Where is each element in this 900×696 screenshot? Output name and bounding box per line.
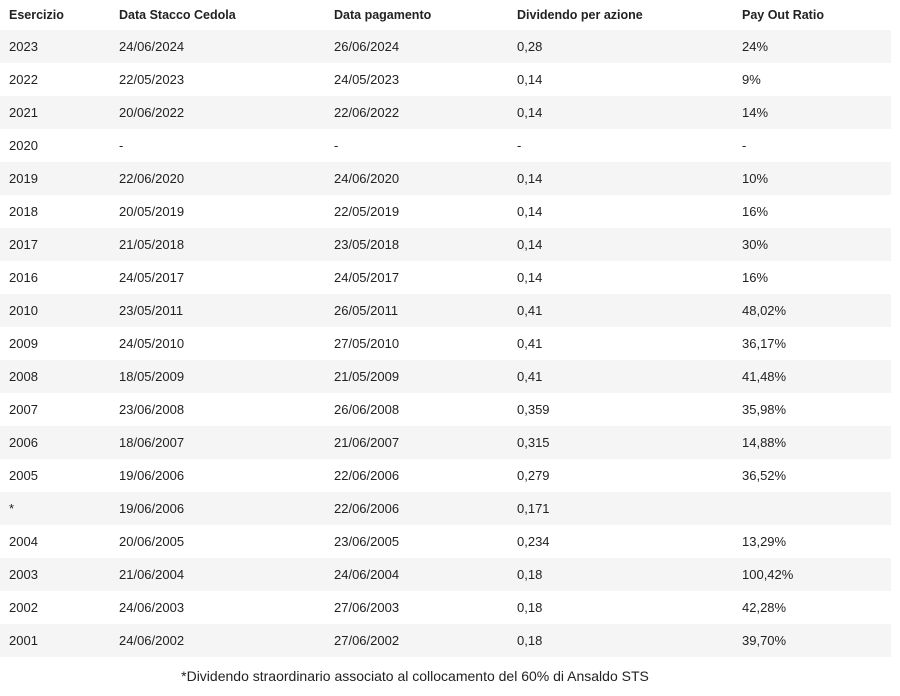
cell-data-pagamento: 21/05/2009: [325, 360, 508, 393]
cell-dividendo: -: [508, 129, 733, 162]
cell-esercizio: 2019: [0, 162, 110, 195]
table-row: [0, 393, 891, 426]
cell-data-stacco: 20/05/2019: [110, 195, 325, 228]
cell-data-stacco: 22/05/2023: [110, 63, 325, 96]
cell-dividendo: 0,41: [508, 327, 733, 360]
cell-dividendo: 0,18: [508, 624, 733, 657]
cell-data-stacco: 22/06/2020: [110, 162, 325, 195]
cell-esercizio: 2008: [0, 360, 110, 393]
cell-esercizio: 2007: [0, 393, 110, 426]
cell-esercizio: 2005: [0, 459, 110, 492]
cell-data-pagamento: -: [325, 129, 508, 162]
header-data-stacco-cedola: Data Stacco Cedola: [119, 8, 236, 22]
cell-esercizio: 2010: [0, 294, 110, 327]
cell-dividendo: 0,41: [508, 294, 733, 327]
cell-dividendo: 0,315: [508, 426, 733, 459]
cell-dividendo: 0,14: [508, 96, 733, 129]
table-row: [0, 558, 891, 591]
cell-data-stacco: 23/06/2008: [110, 393, 325, 426]
cell-dividendo: 0,28: [508, 30, 733, 63]
cell-dividendo: 0,14: [508, 195, 733, 228]
cell-data-stacco: 20/06/2022: [110, 96, 325, 129]
cell-esercizio: 2009: [0, 327, 110, 360]
cell-dividendo: 0,279: [508, 459, 733, 492]
cell-pay-out-ratio: 9%: [733, 63, 891, 96]
cell-data-pagamento: 24/06/2004: [325, 558, 508, 591]
header-pay-out-ratio: Pay Out Ratio: [742, 8, 824, 22]
cell-dividendo: 0,359: [508, 393, 733, 426]
cell-dividendo: 0,14: [508, 228, 733, 261]
cell-pay-out-ratio: 16%: [733, 261, 891, 294]
cell-esercizio: 2017: [0, 228, 110, 261]
table-row: [0, 624, 891, 657]
cell-data-stacco: 23/05/2011: [110, 294, 325, 327]
cell-data-stacco: 18/06/2007: [110, 426, 325, 459]
cell-data-stacco: 24/05/2017: [110, 261, 325, 294]
cell-pay-out-ratio: 36,17%: [733, 327, 891, 360]
cell-esercizio: 2016: [0, 261, 110, 294]
cell-data-pagamento: 27/06/2002: [325, 624, 508, 657]
table-row: [0, 30, 891, 63]
table-row: [0, 261, 891, 294]
table-row: [0, 96, 891, 129]
cell-data-pagamento: 26/06/2008: [325, 393, 508, 426]
cell-pay-out-ratio: -: [733, 129, 891, 162]
table-row: [0, 294, 891, 327]
cell-esercizio: *: [0, 492, 110, 525]
cell-esercizio: 2022: [0, 63, 110, 96]
cell-pay-out-ratio: 30%: [733, 228, 891, 261]
table-row: [0, 228, 891, 261]
cell-data-stacco: 24/06/2003: [110, 591, 325, 624]
table-header: [0, 0, 891, 30]
cell-data-pagamento: 24/06/2020: [325, 162, 508, 195]
cell-pay-out-ratio: 41,48%: [733, 360, 891, 393]
cell-esercizio: 2003: [0, 558, 110, 591]
cell-esercizio: 2023: [0, 30, 110, 63]
cell-pay-out-ratio: 48,02%: [733, 294, 891, 327]
cell-data-pagamento: 26/05/2011: [325, 294, 508, 327]
cell-data-stacco: 24/05/2010: [110, 327, 325, 360]
table-row: [0, 360, 891, 393]
cell-esercizio: 2006: [0, 426, 110, 459]
cell-data-pagamento: 23/05/2018: [325, 228, 508, 261]
header-dividendo-per-azione: Dividendo per azione: [517, 8, 643, 22]
cell-dividendo: 0,14: [508, 261, 733, 294]
table-body: [0, 30, 891, 657]
table-row: [0, 459, 891, 492]
cell-esercizio: 2021: [0, 96, 110, 129]
cell-data-stacco: 21/05/2018: [110, 228, 325, 261]
table-row: [0, 525, 891, 558]
cell-data-stacco: -: [110, 129, 325, 162]
cell-esercizio: 2002: [0, 591, 110, 624]
cell-data-pagamento: 21/06/2007: [325, 426, 508, 459]
cell-pay-out-ratio: 36,52%: [733, 459, 891, 492]
cell-pay-out-ratio: 100,42%: [733, 558, 891, 591]
table-row: [0, 591, 891, 624]
cell-data-pagamento: 24/05/2017: [325, 261, 508, 294]
cell-data-pagamento: 27/06/2003: [325, 591, 508, 624]
cell-data-stacco: 24/06/2002: [110, 624, 325, 657]
cell-data-stacco: 21/06/2004: [110, 558, 325, 591]
cell-pay-out-ratio: 10%: [733, 162, 891, 195]
header-data-pagamento: Data pagamento: [334, 8, 432, 22]
cell-esercizio: 2001: [0, 624, 110, 657]
cell-esercizio: 2004: [0, 525, 110, 558]
cell-pay-out-ratio: 16%: [733, 195, 891, 228]
cell-pay-out-ratio: 42,28%: [733, 591, 891, 624]
cell-data-pagamento: 23/06/2005: [325, 525, 508, 558]
cell-pay-out-ratio: 39,70%: [733, 624, 891, 657]
cell-data-stacco: 20/06/2005: [110, 525, 325, 558]
cell-esercizio: 2020: [0, 129, 110, 162]
table-row: [0, 162, 891, 195]
cell-pay-out-ratio: 14,88%: [733, 426, 891, 459]
cell-data-pagamento: 26/06/2024: [325, 30, 508, 63]
header-esercizio: Esercizio: [9, 8, 64, 22]
table-row: [0, 426, 891, 459]
cell-dividendo: 0,14: [508, 63, 733, 96]
cell-pay-out-ratio: 24%: [733, 30, 891, 63]
cell-dividendo: 0,18: [508, 558, 733, 591]
cell-data-stacco: 19/06/2006: [110, 459, 325, 492]
cell-dividendo: 0,234: [508, 525, 733, 558]
cell-data-pagamento: 27/05/2010: [325, 327, 508, 360]
table-row: [0, 327, 891, 360]
cell-pay-out-ratio: 13,29%: [733, 525, 891, 558]
cell-dividendo: 0,41: [508, 360, 733, 393]
table-row: [0, 195, 891, 228]
cell-data-pagamento: 22/05/2019: [325, 195, 508, 228]
header-row: [0, 0, 891, 30]
cell-dividendo: 0,171: [508, 492, 733, 525]
cell-dividendo: 0,18: [508, 591, 733, 624]
table-row: [0, 63, 891, 96]
cell-pay-out-ratio: 14%: [733, 96, 891, 129]
cell-data-pagamento: 24/05/2023: [325, 63, 508, 96]
table-row: [0, 129, 891, 162]
cell-data-pagamento: 22/06/2006: [325, 492, 508, 525]
cell-pay-out-ratio: 35,98%: [733, 393, 891, 426]
footnote: *Dividendo straordinario associato al collocamento del 60% di Ansaldo STS: [181, 668, 649, 684]
cell-data-stacco: 18/05/2009: [110, 360, 325, 393]
cell-data-stacco: 24/06/2024: [110, 30, 325, 63]
cell-data-pagamento: 22/06/2022: [325, 96, 508, 129]
cell-dividendo: 0,14: [508, 162, 733, 195]
table-row: [0, 492, 891, 525]
cell-pay-out-ratio: [733, 492, 891, 525]
cell-data-pagamento: 22/06/2006: [325, 459, 508, 492]
cell-data-stacco: 19/06/2006: [110, 492, 325, 525]
cell-esercizio: 2018: [0, 195, 110, 228]
